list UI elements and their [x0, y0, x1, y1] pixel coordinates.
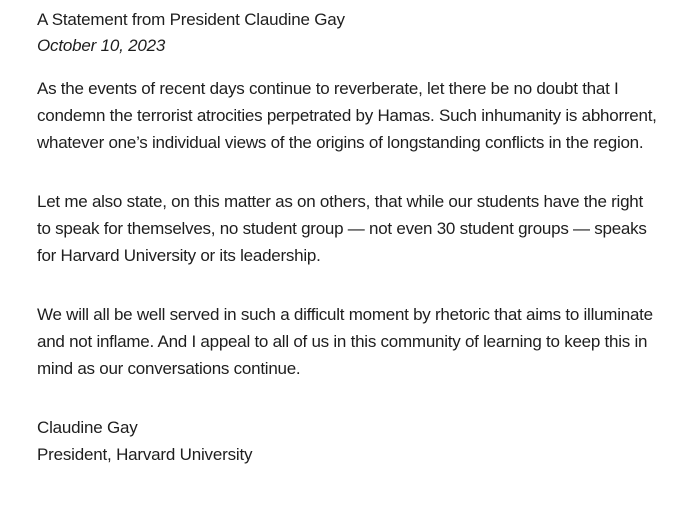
statement-date: October 10, 2023 — [37, 36, 166, 55]
signature-title: President, Harvard University — [37, 445, 253, 464]
statement-paragraph-3: We will all be well served in such a difficult moment by rhetoric that aims to illuminate and not inflame. And I appeal to all of us in this community of learning to keep this in mind as our conversations continue. — [37, 305, 653, 378]
statement-paragraph-2: Let me also state, on this matter as on others, that while our students have the right to speak for themselves, no student group — not even 30 student groups — speaks for Harvard University or its leadership. — [37, 192, 647, 265]
statement-paragraph-1: As the events of recent days continue to reverberate, let there be no doubt that I condemn the terrorist atrocities perpetrated by Hamas. Such inhumanity is abhorrent, whatever one’s individual views of the origins of longstanding conflicts in the region. — [37, 79, 657, 152]
signature-name: Claudine Gay — [37, 418, 138, 437]
statement-page — [37, 8, 657, 468]
statement-title: A Statement from President Claudine Gay — [37, 10, 345, 29]
